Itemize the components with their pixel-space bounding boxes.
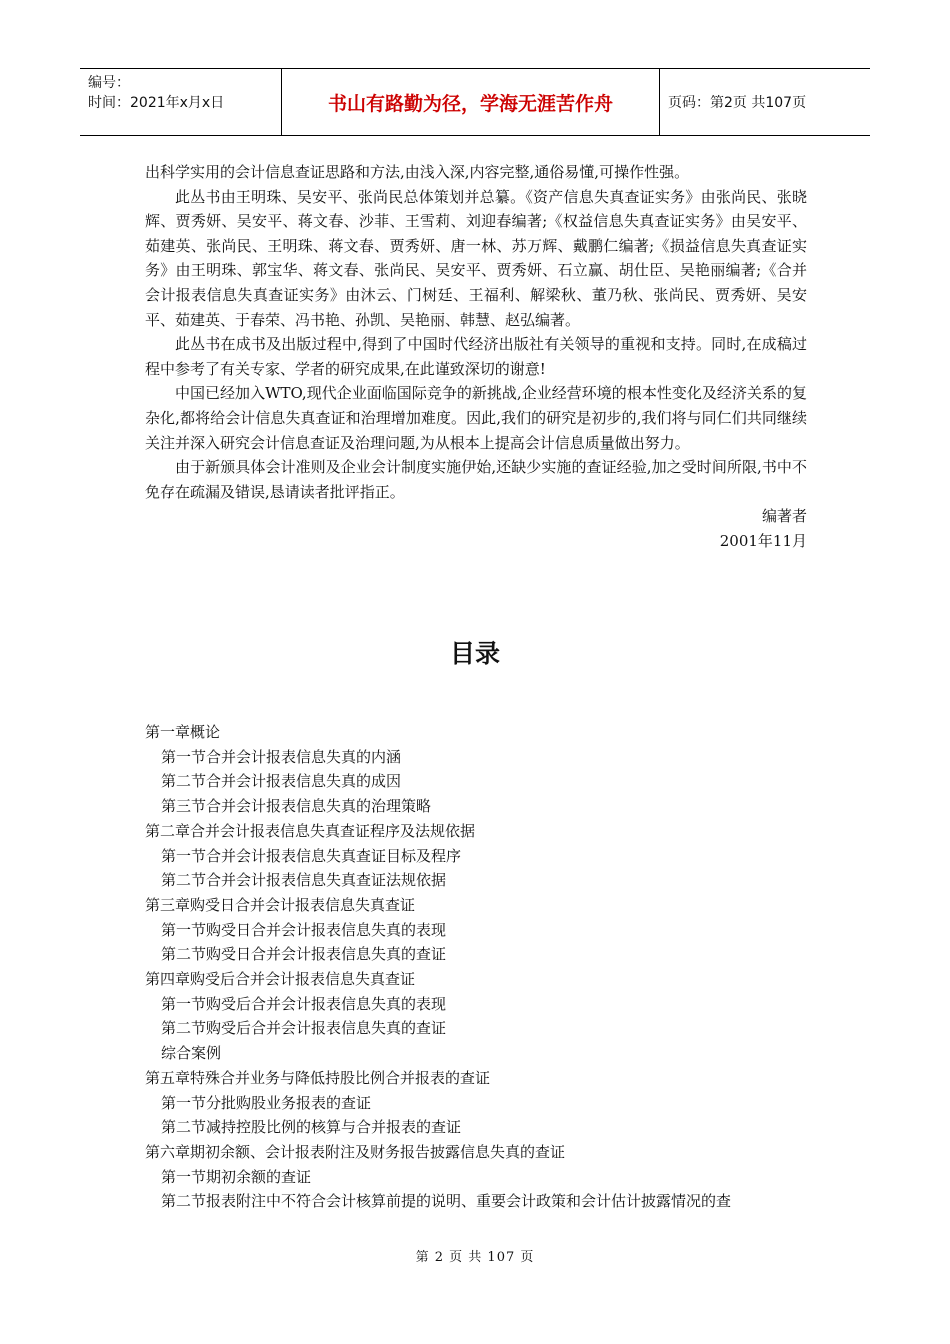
document-number-label: 编号： [88,75,130,91]
toc-section[interactable]: 综合案例 [161,1044,222,1063]
toc-chapter[interactable]: 第六章期初余额、会计报表附注及财务报告披露信息失真的查证 [145,1142,566,1161]
table-of-contents [145,720,815,1214]
toc-section[interactable]: 第一节分批购股业务报表的查证 [161,1093,372,1112]
toc-section[interactable]: 第一节合并会计报表信息失真的内涵 [161,747,402,766]
header-page-info: 页码：第2页 共107页 [668,95,807,111]
document-date: 时间：2021年x月x日 [88,95,225,111]
toc-section[interactable]: 第二节减持控股比例的核算与合并报表的查证 [161,1118,462,1137]
toc-chapter[interactable]: 第二章合并会计报表信息失真查证程序及法规依据 [145,821,476,840]
toc-section[interactable]: 第二节合并会计报表信息失真查证法规依据 [161,871,447,890]
toc-section[interactable]: 第三节合并会计报表信息失真的治理策略 [161,797,432,816]
toc-title: 目录 [449,639,500,668]
paragraph: 中国已经加入WTO,现代企业面临国际竞争的新挑战,企业经营环境的根本性变化及经济关系的复杂化,都将给会计信息失真查证和治理增加难度。因此,我们的研究是初步的,我们将与同仁们共同继续关注并深入研究会计信息查证及治理问题,为从根本上提高会计信息质量做出努力。 [145,384,807,452]
toc-section[interactable]: 第一节购受日合并会计报表信息失真的表现 [161,920,447,939]
paragraph: 此丛书由王明珠、吴安平、张尚民总体策划并总纂。《资产信息失真查证实务》由张尚民、张晓辉、贾秀妍、吴安平、蒋文春、沙菲、王雪莉、刘迎春编著;《权益信息失真查证实务》由吴安平、茹建英、张尚民、王明珠、蒋文春、贾秀妍、唐一林、苏万辉、戴鹏仁编著;《损益信息失真查证实务》由王明珠、郭宝华、蒋文春、张尚民、吴安平、贾秀妍、石立赢、胡仕臣、吴艳丽编著;《合并会计报表信息失真查证实务》由沐云、门树廷、王福利、解梁秋、董乃秋、张尚民、贾秀妍、吴安平、茹建英、于春荣、冯书艳、孙凯、吴艳丽、韩慧、赵弘编著。 [145,187,807,329]
toc-section[interactable]: 第二节合并会计报表信息失真的成因 [161,772,402,791]
toc-chapter[interactable]: 第五章特殊合并业务与降低持股比例合并报表的查证 [145,1068,491,1087]
page-header [80,68,870,136]
toc-section[interactable]: 第一节期初余额的查证 [161,1167,312,1186]
paragraph: 此丛书在成书及出版过程中,得到了中国时代经济出版社有关领导的重视和支持。同时,在成稿过程中参考了有关专家、学者的研究成果,在此谨致深切的谢意! [145,335,807,378]
toc-chapter[interactable]: 第一章概论 [145,723,221,741]
paragraph: 出科学实用的会计信息查证思路和方法,由浅入深,内容完整,通俗易懂,可操作性强。 [145,163,690,181]
toc-chapter[interactable]: 第四章购受后合并会计报表信息失真查证 [145,970,416,989]
page-footer: 第 2 页 共 107 页 [415,1250,535,1265]
header-meta [80,69,282,135]
signature-date: 2001年11月 [719,531,807,550]
signature: 编著者 [761,507,807,526]
toc-section[interactable]: 第二节购受后合并会计报表信息失真的查证 [161,1019,447,1038]
toc-section[interactable]: 第二节报表附注中不符合会计核算前提的说明、重要会计政策和会计估计披露情况的查 [161,1192,732,1211]
toc-chapter[interactable]: 第三章购受日合并会计报表信息失真查证 [145,895,416,914]
preface-body [145,160,807,554]
paragraph: 由于新颁具体会计准则及企业会计制度实施伊始,还缺少实施的查证经验,加之受时间所限,书中不免存在疏漏及错误,恳请读者批评指正。 [145,458,807,501]
toc-section[interactable]: 第一节合并会计报表信息失真查证目标及程序 [161,846,462,865]
toc-section[interactable]: 第二节购受日合并会计报表信息失真的查证 [161,945,447,964]
header-motto: 书山有路勤为径，学海无涯苦作舟 [282,69,660,135]
toc-section[interactable]: 第一节购受后合并会计报表信息失真的表现 [161,994,447,1013]
